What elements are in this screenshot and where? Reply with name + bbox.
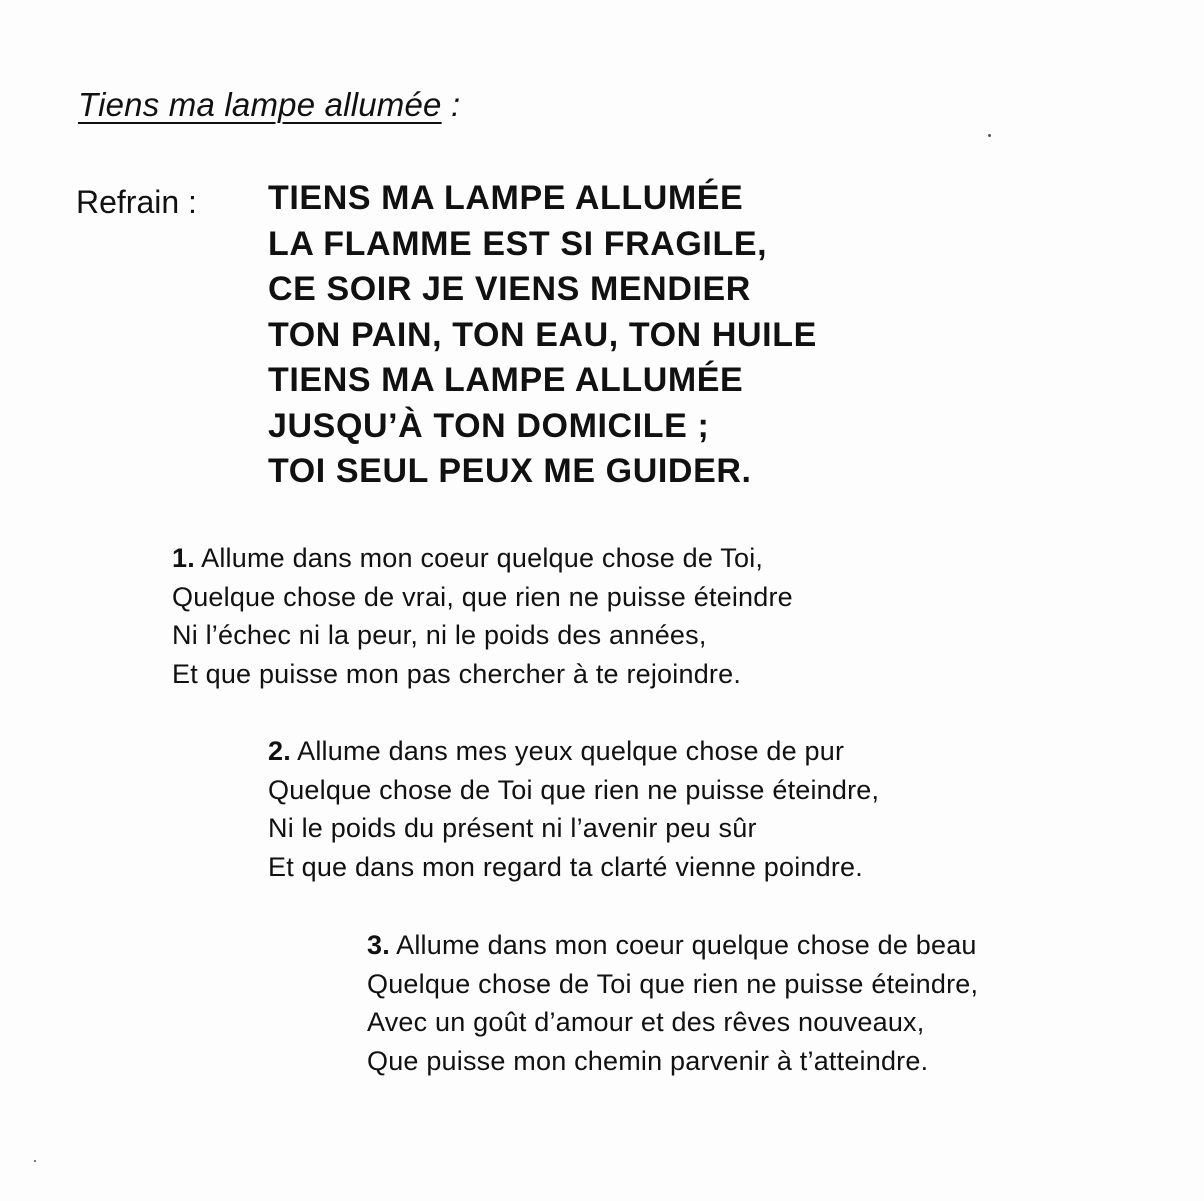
verse-line: Avec un goût d’amour et des rêves nouveaux, [367,1007,925,1037]
refrain-line: TIENS MA LAMPE ALLUMÉE [268,179,744,217]
refrain-line: LA FLAMME EST SI FRAGILE, [268,224,768,263]
verse-line-text: Allume dans mon coeur quelque chose de beau [396,930,977,960]
verse-line [367,926,978,965]
refrain-line: JUSQU’À TON DOMICILE ; [268,406,710,445]
refrain-line: TIENS MA LAMPE ALLUMÉE [268,361,744,399]
song-title [78,86,460,124]
verse-line [268,732,879,771]
verse-number: 2. [268,736,291,766]
refrain-line: CE SOIR JE VIENS MENDIER [268,270,751,308]
verse-line: Et que dans mon regard ta clarté vienne poindre. [268,851,863,882]
verse-3 [367,926,978,1080]
verse-line [172,539,793,578]
verse-2 [268,732,879,886]
verse-line: Et que puisse mon pas chercher à te rejoindre. [172,658,742,689]
verse-line: Quelque chose de Toi que rien ne puisse éteindre, [268,774,880,805]
refrain-label: Refrain : [76,184,197,220]
verse-line: Quelque chose de Toi que rien ne puisse éteindre, [367,968,979,999]
verse-line: Quelque chose de vrai, que rien ne puisse éteindre [172,581,793,612]
refrain-line: TOI SEUL PEUX ME GUIDER. [268,452,752,490]
scan-speck [988,134,991,137]
verse-number: 3. [367,930,390,960]
verse-line-text: Allume dans mes yeux quelque chose de pur [297,736,845,766]
verse-line: Ni l’échec ni la peur, ni le poids des années, [172,620,707,650]
verse-number: 1. [172,543,195,573]
verse-line-text: Allume dans mon coeur quelque chose de Toi, [201,543,764,573]
song-title-text: Tiens ma lampe allumée [78,86,442,123]
verse-line: Ni le poids du présent ni l’avenir peu sûr [268,813,757,843]
refrain-lines [268,176,817,495]
scan-speck [34,1160,36,1162]
refrain-line: TON PAIN, TON EAU, TON HUILE [268,315,817,354]
song-title-colon: : [441,86,461,123]
verse-1 [172,539,793,693]
verse-line: Que puisse mon chemin parvenir à t’atteindre. [367,1045,929,1076]
